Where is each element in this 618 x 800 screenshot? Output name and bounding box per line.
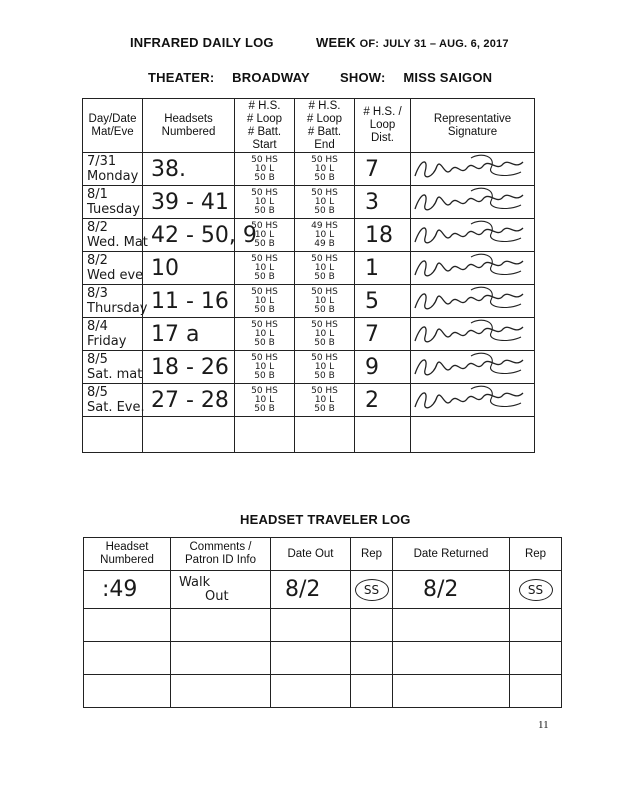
day-date-cell [83,384,143,417]
start-hs: 50 HS [251,187,278,198]
col-rep: Rep [351,538,393,571]
headsets-cell: 11 - 16 [143,285,235,318]
representative-signature [411,253,529,283]
row-date: 8/1 [87,187,108,202]
rep-initials-circled: SS [519,579,553,601]
week-value: JULY 31 – AUG. 6, 2017 [382,38,509,50]
rep-2-cell [510,571,562,609]
end-batt: 50 B [314,205,335,216]
end-batt: 50 B [314,304,335,315]
row-date: 8/4 [87,319,108,334]
end-loop: 10 L [314,229,335,240]
col-headsets: Headsets Numbered [143,99,235,153]
loop-dist-cell: 1 [355,252,411,285]
headsets-cell: 17 a [143,318,235,351]
theater-label: THEATER: [148,70,215,85]
end-counts-cell [295,285,355,318]
end-hs: 49 HS [311,220,338,231]
end-counts-cell [295,219,355,252]
end-counts-cell [295,252,355,285]
log-title: INFRARED DAILY LOG [130,35,274,50]
headsets-cell: 10 [143,252,235,285]
daily-log-row [83,252,535,285]
end-hs: 50 HS [311,154,338,165]
end-counts-cell [295,153,355,186]
end-batt: 50 B [314,403,335,414]
day-date-cell [83,252,143,285]
loop-dist-cell: 5 [355,285,411,318]
end-counts-cell [295,384,355,417]
row-date: 7/31 [87,154,117,169]
signature-cell [411,318,535,351]
week-label: WEEK [316,35,356,50]
start-hs: 50 HS [251,352,278,363]
day-date-cell [83,285,148,318]
col-signature: Representative Signature [411,99,535,153]
end-batt: 50 B [314,337,335,348]
theater-value: BROADWAY [232,70,310,85]
date-out-cell: 8/2 [271,571,351,609]
traveler-log-row [84,571,562,609]
start-loop: 10 L [254,163,275,174]
daily-log-row [83,285,535,318]
week-of [316,35,509,50]
signature-cell [411,384,535,417]
end-hs: 50 HS [311,187,338,198]
start-batt: 50 B [254,337,275,348]
start-batt: 50 B [254,238,275,249]
representative-signature [411,385,529,415]
start-counts-cell [235,318,295,351]
start-hs: 50 HS [251,385,278,396]
col-comments: Comments / Patron ID Info [171,538,271,571]
start-loop: 10 L [254,229,275,240]
rep-cell [351,571,393,609]
start-loop: 10 L [254,328,275,339]
end-loop: 10 L [314,394,335,405]
end-loop: 10 L [314,295,335,306]
end-hs: 50 HS [311,253,338,264]
day-date-cell [83,153,143,186]
end-counts-cell [295,351,355,384]
row-day: Sat. Eve. [87,400,145,415]
traveler-empty-row [84,642,562,675]
start-loop: 10 L [254,196,275,207]
show-field [340,70,492,85]
start-counts-cell [235,384,295,417]
start-batt: 50 B [254,304,275,315]
headset-number-cell: :49 [84,571,171,609]
col-day-date: Day/Date Mat/Eve [83,99,143,153]
start-counts-cell [235,351,295,384]
row-date: 8/5 [87,385,108,400]
comments-cell [171,571,271,609]
loop-dist-cell: 18 [355,219,411,252]
representative-signature [411,319,529,349]
day-date-cell [83,186,143,219]
end-counts-cell [295,318,355,351]
start-hs: 50 HS [251,319,278,330]
daily-log-row [83,219,535,252]
end-loop: 10 L [314,163,335,174]
col-rep-2: Rep [510,538,562,571]
start-batt: 50 B [254,403,275,414]
traveler-empty-row [84,675,562,708]
traveler-empty-row [84,609,562,642]
start-counts-cell [235,153,295,186]
traveler-log-table [83,537,562,708]
week-of-label: OF: [359,38,380,50]
representative-signature [411,286,529,316]
daily-log-header-row [83,99,535,153]
headsets-cell: 42 - 50, 9 [143,219,235,252]
end-counts-cell [295,186,355,219]
end-batt: 50 B [314,370,335,381]
start-hs: 50 HS [251,154,278,165]
start-hs: 50 HS [251,220,278,231]
signature-cell [411,219,535,252]
daily-log-row [83,318,535,351]
loop-dist-cell: 7 [355,318,411,351]
end-batt: 50 B [314,172,335,183]
row-day: Friday [87,334,127,349]
day-date-cell [83,318,143,351]
daily-empty-row [83,417,535,453]
daily-log-row [83,351,535,384]
comments-line-2: Out [205,588,229,604]
loop-dist-cell: 3 [355,186,411,219]
signature-cell [411,252,535,285]
signature-cell [411,285,535,318]
col-loop-dist: # H.S. / Loop Dist. [355,99,411,153]
row-date: 8/2 [87,253,108,268]
row-day: Tuesday [87,202,140,217]
daily-log-row [83,384,535,417]
daily-log-table [82,98,535,453]
col-start: # H.S. # Loop # Batt. Start [235,99,295,153]
start-counts-cell [235,285,295,318]
signature-cell [411,351,535,384]
row-day: Thursday [87,301,148,316]
representative-signature [411,187,529,217]
row-day: Wed. Mat [87,235,148,250]
row-date: 8/2 [87,220,108,235]
end-hs: 50 HS [311,319,338,330]
date-returned-cell: 8/2 [393,571,510,609]
start-batt: 50 B [254,370,275,381]
start-hs: 50 HS [251,286,278,297]
headsets-cell: 39 - 41 [143,186,235,219]
row-day: Wed eve [87,268,144,283]
representative-signature [411,352,529,382]
signature-cell [411,186,535,219]
end-batt: 49 B [314,238,335,249]
loop-dist-cell: 7 [355,153,411,186]
row-date: 8/3 [87,286,108,301]
row-day: Sat. mat [87,367,143,382]
end-loop: 10 L [314,262,335,273]
day-date-cell [83,219,148,252]
end-batt: 50 B [314,271,335,282]
start-loop: 10 L [254,295,275,306]
rep-initials-circled: SS [355,579,389,601]
traveler-header-row [84,538,562,571]
show-value: MISS SAIGON [403,70,493,85]
headsets-cell: 38. [143,153,235,186]
start-counts-cell [235,252,295,285]
loop-dist-cell: 2 [355,384,411,417]
representative-signature [411,154,529,184]
col-end: # H.S. # Loop # Batt. End [295,99,355,153]
headsets-cell: 18 - 26 [143,351,235,384]
col-headset: Headset Numbered [84,538,171,571]
show-label: SHOW: [340,70,386,85]
page-number: 11 [538,719,549,731]
end-hs: 50 HS [311,385,338,396]
start-counts-cell [235,186,295,219]
end-hs: 50 HS [311,352,338,363]
daily-log-row [83,153,535,186]
start-loop: 10 L [254,394,275,405]
start-batt: 50 B [254,205,275,216]
traveler-log-title: HEADSET TRAVELER LOG [240,512,411,527]
start-loop: 10 L [254,361,275,372]
row-day: Monday [87,169,139,184]
end-loop: 10 L [314,361,335,372]
daily-log-row [83,186,535,219]
start-hs: 50 HS [251,253,278,264]
day-date-cell [83,351,143,384]
headsets-cell: 27 - 28 [143,384,235,417]
start-loop: 10 L [254,262,275,273]
row-date: 8/5 [87,352,108,367]
col-date-returned: Date Returned [393,538,510,571]
start-batt: 50 B [254,271,275,282]
theater-field [148,70,310,85]
representative-signature [411,220,529,250]
end-hs: 50 HS [311,286,338,297]
comments-line-1: Walk [179,574,211,590]
start-batt: 50 B [254,172,275,183]
end-loop: 10 L [314,328,335,339]
col-date-out: Date Out [271,538,351,571]
end-loop: 10 L [314,196,335,207]
loop-dist-cell: 9 [355,351,411,384]
signature-cell [411,153,535,186]
